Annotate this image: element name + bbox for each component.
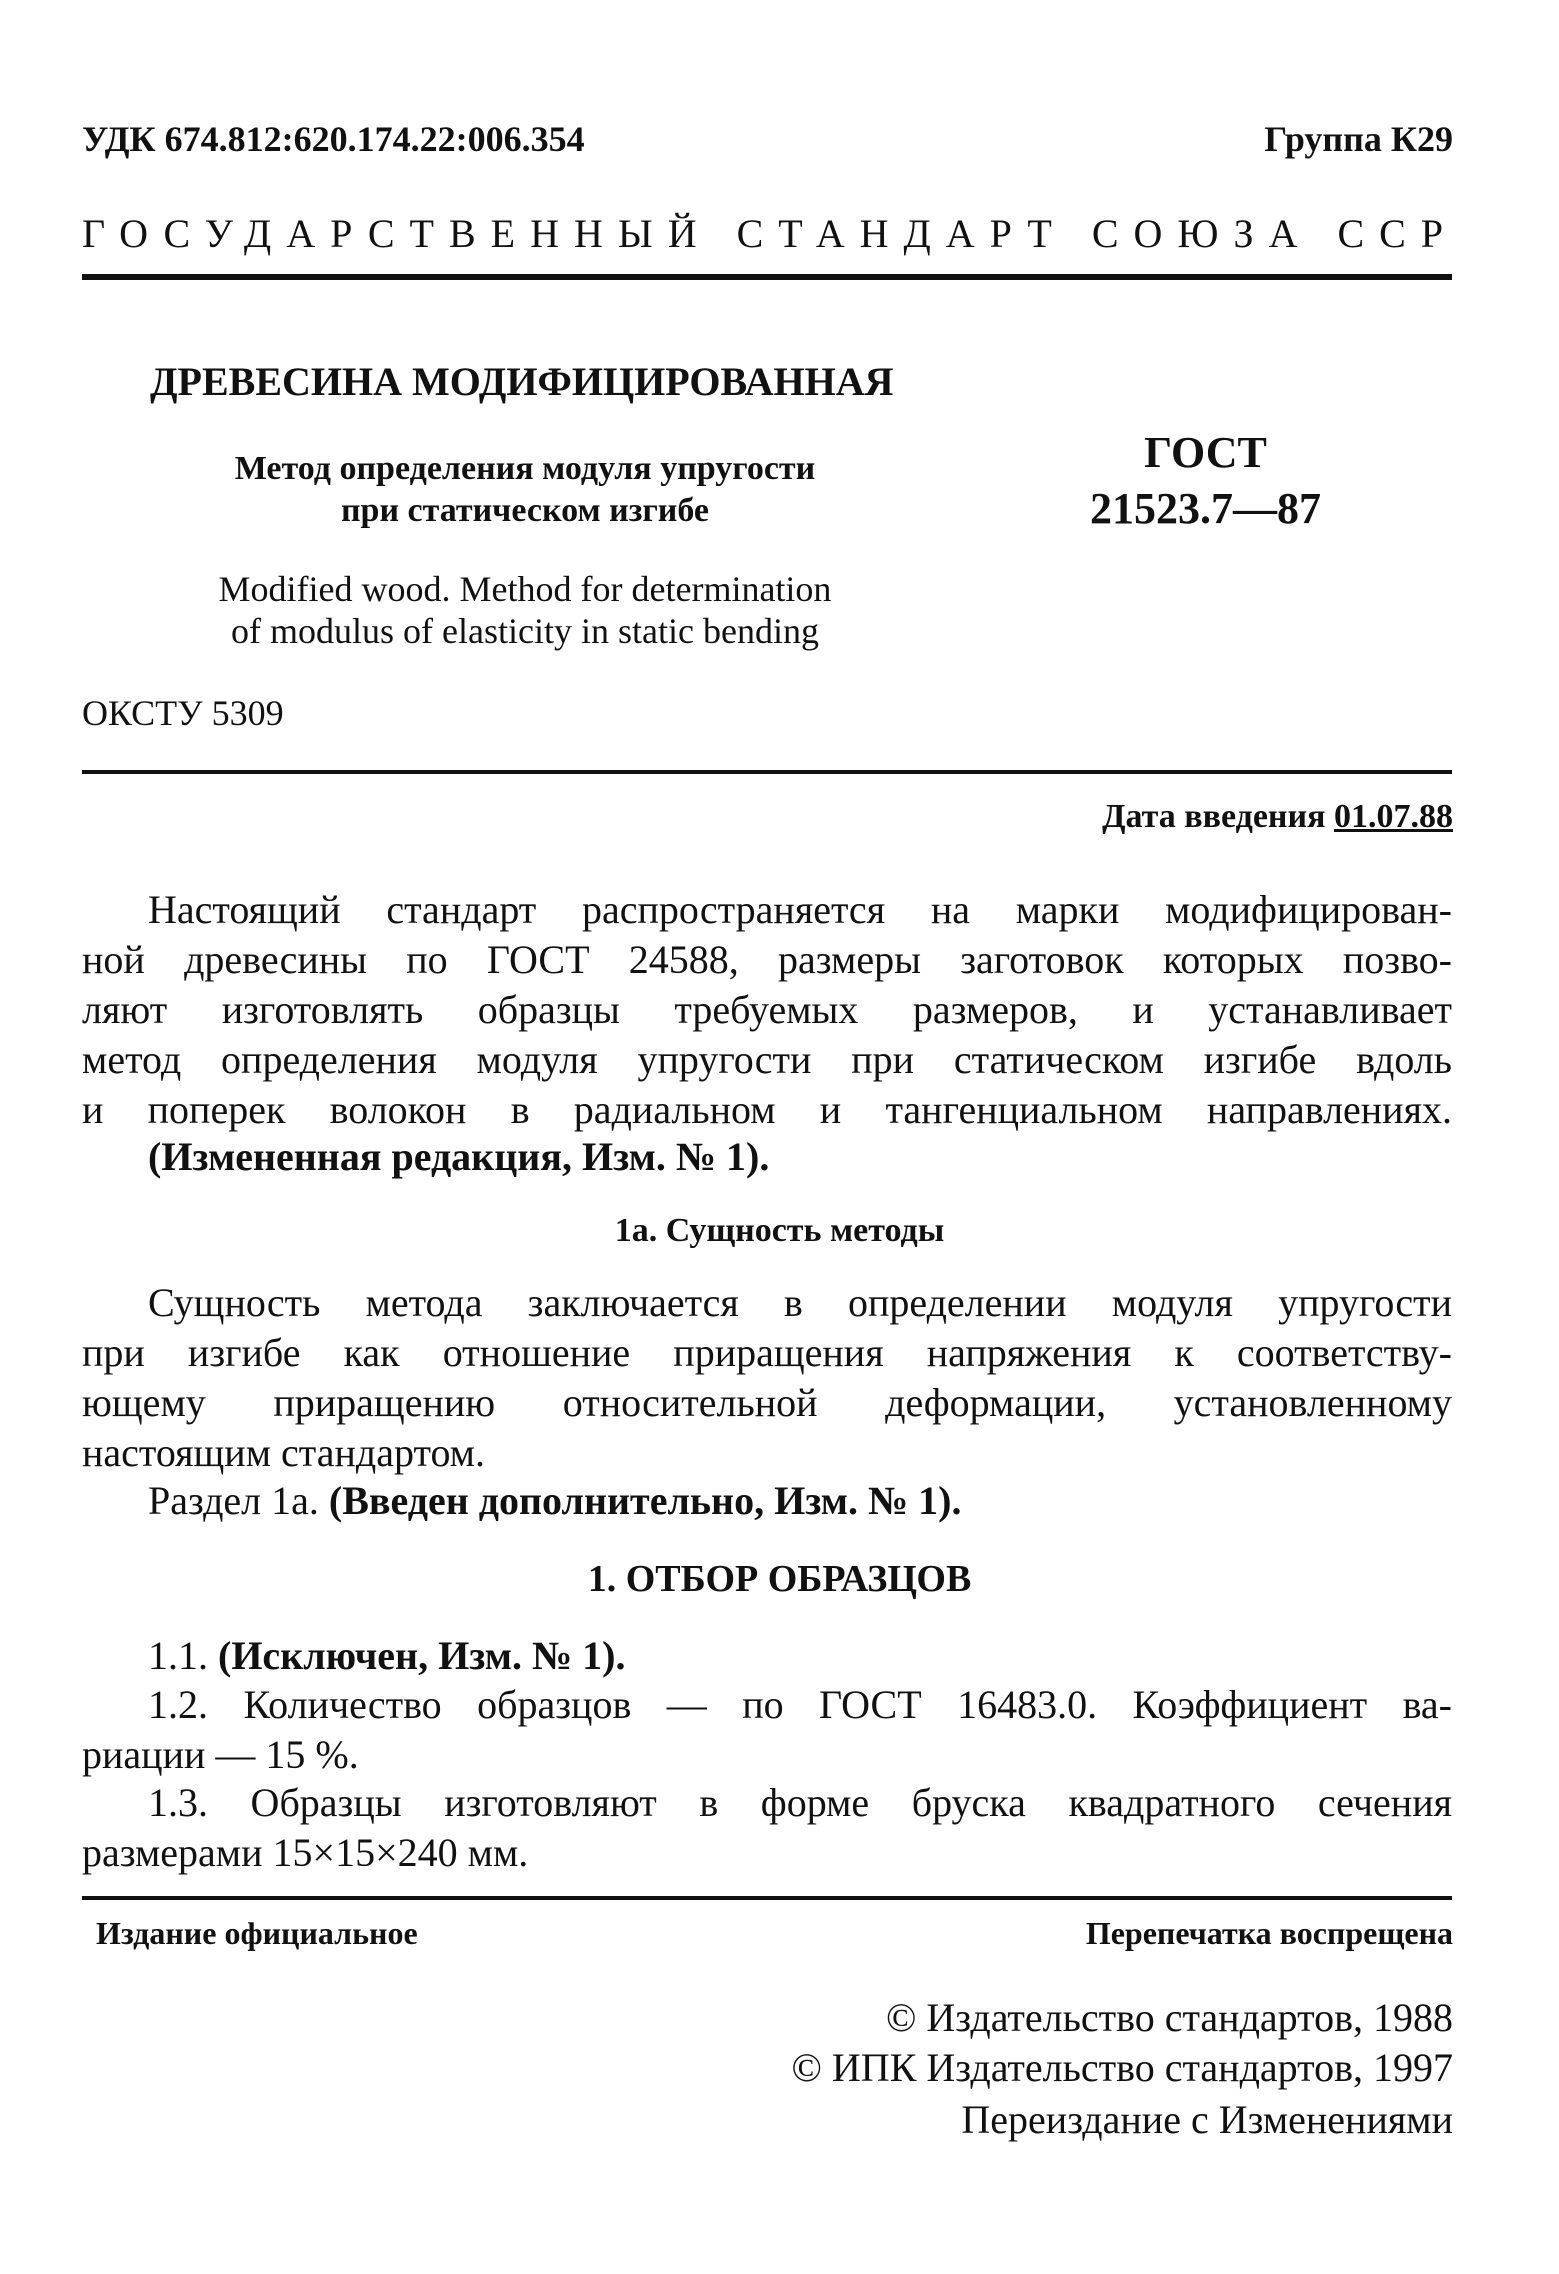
item-1-3 — [82, 1778, 1452, 1878]
paragraph-line: Настоящий стандарт распространяется на марки модифицирован- — [148, 887, 1452, 932]
paragraph-line: ющему приращению относительной деформации, установленному — [82, 1380, 1452, 1425]
paragraph-line: настоящим стандартом. — [82, 1430, 485, 1475]
gost-code: 21523.7—87 — [1090, 484, 1321, 533]
edition-note: (Измененная редакция, Изм. № 1). — [148, 1134, 770, 1179]
footer-divider — [82, 1896, 1452, 1900]
document-title: ДРЕВЕСИНА МОДИФИЦИРОВАННАЯ — [150, 359, 894, 404]
intro-paragraph — [82, 885, 1452, 1135]
title-divider — [82, 770, 1452, 774]
reissue-line: Переиздание с Изменениями — [961, 2097, 1453, 2142]
paragraph-line: риации — 15 %. — [82, 1732, 359, 1777]
item-1-2 — [82, 1680, 1452, 1780]
item-1-1 — [148, 1632, 625, 1679]
section-1a-note — [148, 1477, 961, 1524]
item-1-1-number: 1.1. — [148, 1633, 208, 1678]
copyright-line: © Издательство стандартов, 1988 — [885, 1995, 1453, 2040]
section-1a-paragraph — [82, 1278, 1452, 1478]
effective-date — [1102, 798, 1453, 836]
method-subtitle — [150, 448, 900, 532]
paragraph-line: и поперек волокон в радиальном и тангенциальном направлениях. — [82, 1087, 1452, 1132]
section-1-heading: 1. ОТБОР ОБРАЗЦОВ — [587, 1558, 972, 1600]
english-title — [150, 568, 900, 652]
gost-number — [1090, 425, 1321, 537]
paragraph-line: метод определения модуля упругости при статическом изгибе вдоль — [82, 1037, 1452, 1082]
paragraph-line: ляют изготовлять образцы требуемых размеров, и устанавливает — [82, 987, 1452, 1032]
group-code: Группа К29 — [1264, 119, 1453, 159]
header-divider — [82, 274, 1452, 280]
paragraph-line: Сущность метода заключается в определении модуля упругости — [148, 1280, 1452, 1325]
udk-code: УДК 674.812:620.174.22:006.354 — [82, 119, 585, 159]
effective-date-value: 01.07.88 — [1334, 798, 1453, 835]
english-title-line: Modified wood. Method for determination — [218, 569, 832, 609]
copyright-line: © ИПК Издательство стандартов, 1997 — [791, 2045, 1453, 2090]
state-standard-heading: ГОСУДАРСТВЕННЫЙ СТАНДАРТ СОЮЗА ССР — [82, 211, 1459, 256]
section-1a-heading: 1а. Сущность методы — [614, 1212, 945, 1249]
section-1a-note-prefix: Раздел 1а. — [148, 1478, 319, 1523]
item-1-1-text: (Исключен, Изм. № 1). — [218, 1633, 626, 1678]
paragraph-line: 1.2. Количество образцов — по ГОСТ 16483.0. Коэффициент ва- — [148, 1682, 1452, 1727]
effective-date-label: Дата введения — [1102, 798, 1326, 835]
english-title-line: of modulus of elasticity in static bending — [231, 611, 819, 651]
gost-label: ГОСТ — [1144, 428, 1267, 477]
section-1a-note-text: (Введен дополнительно, Изм. № 1). — [328, 1478, 962, 1523]
method-subtitle-line: Метод определения модуля упругости — [234, 450, 816, 487]
okstu-code: ОКСТУ 5309 — [82, 693, 284, 733]
paragraph-line: 1.3. Образцы изготовляют в форме бруска квадратного сечения — [148, 1780, 1452, 1825]
official-edition: Издание официальное — [96, 1915, 418, 1951]
no-reprint-notice: Перепечатка воспрещена — [1085, 1915, 1453, 1951]
paragraph-line: при изгибе как отношение приращения напряжения к соответству- — [82, 1330, 1452, 1375]
paragraph-line: размерами 15×15×240 мм. — [82, 1830, 529, 1875]
method-subtitle-line: при статическом изгибе — [340, 492, 710, 529]
paragraph-line: ной древесины по ГОСТ 24588, размеры заготовок которых позво- — [82, 937, 1452, 982]
